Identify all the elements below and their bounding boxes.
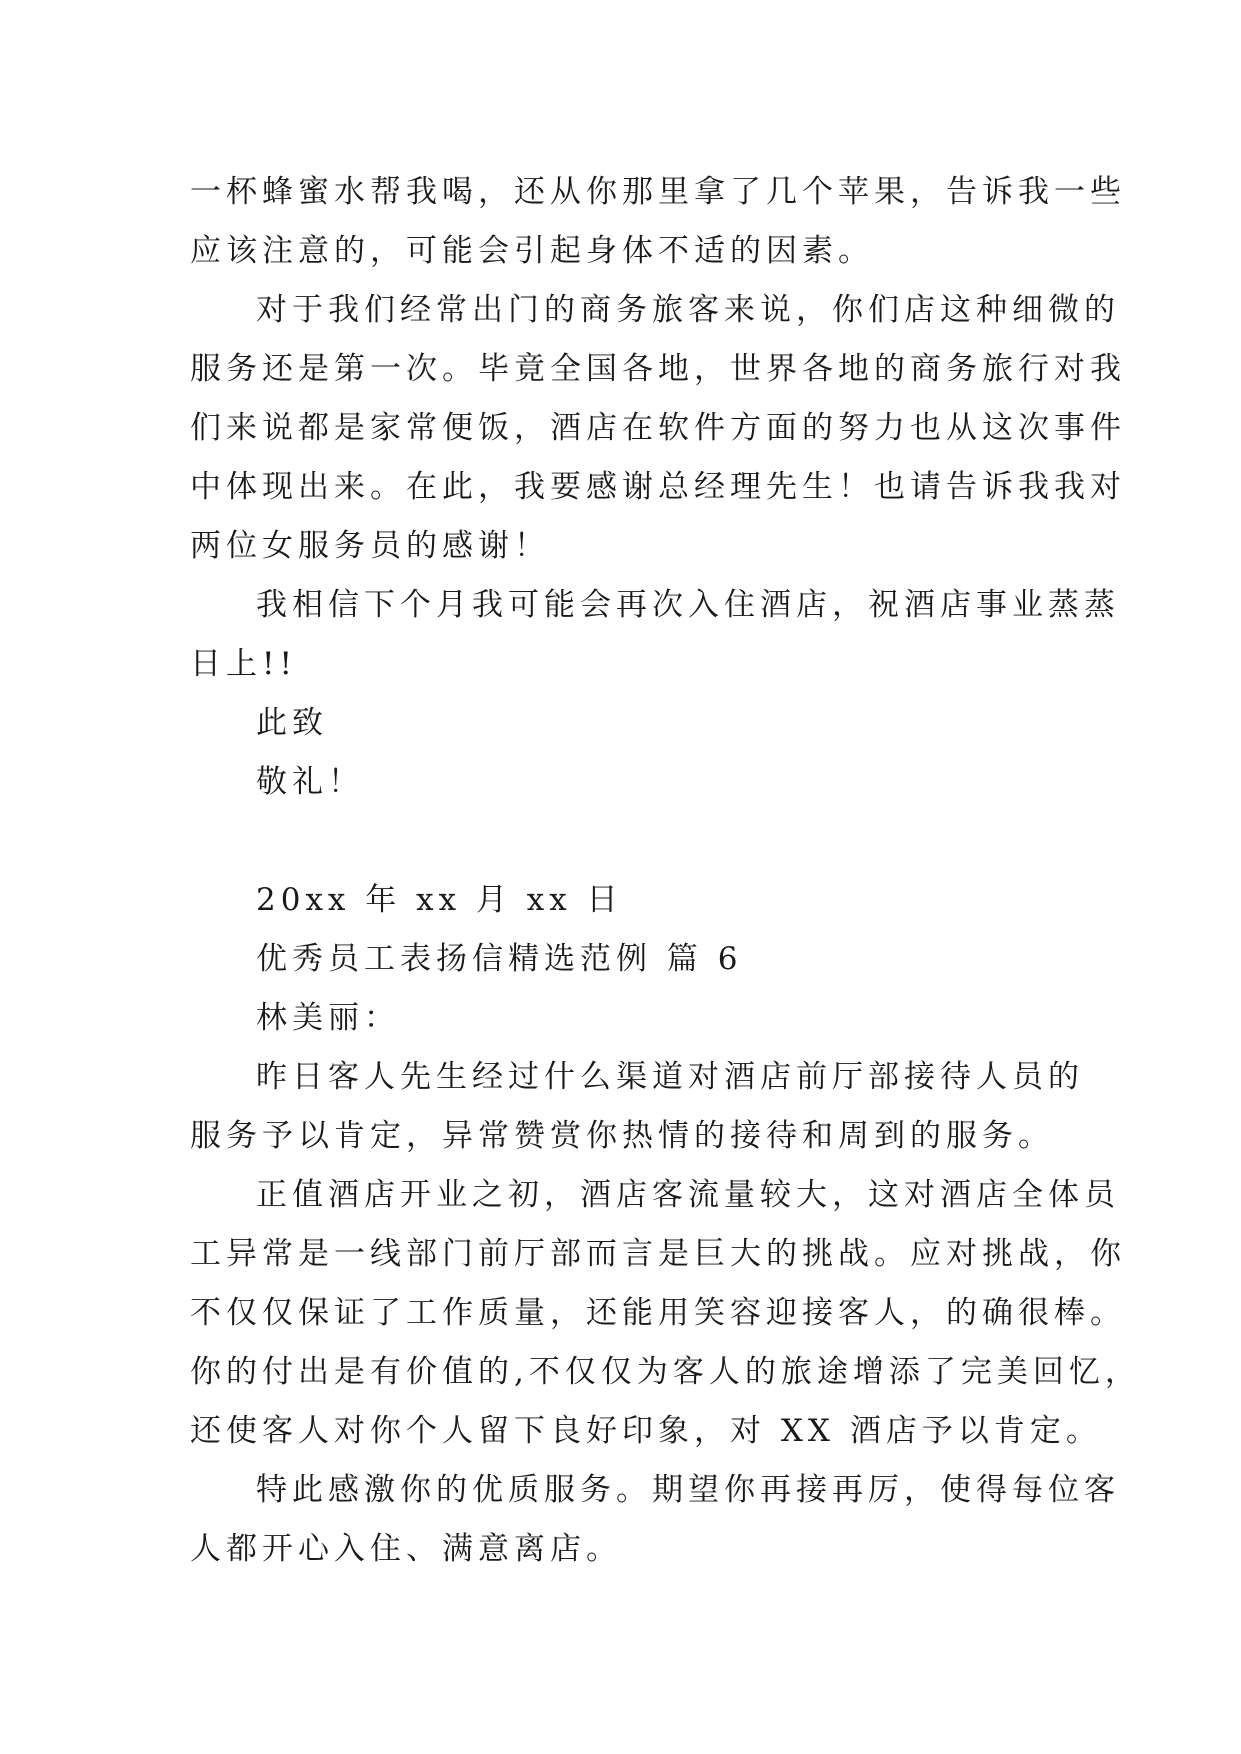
text-line: 工异常是一线部门前厅部而言是巨大的挑战。应对挑战，你 bbox=[190, 1236, 1126, 1272]
text-line: 你的付出是有价值的,不仅仅为客人的旅途增添了完美回忆， bbox=[190, 1354, 1141, 1390]
text-line: 一杯蜂蜜水帮我喝，还从你那里拿了几个苹果，告诉我一些 bbox=[190, 174, 1126, 210]
letter-date: 20xx 年 xx 月 xx 日 bbox=[256, 882, 623, 918]
closing-salutation: 此致 bbox=[256, 705, 328, 741]
text-line: 对于我们经常出门的商务旅客来说，你们店这种细微的 bbox=[256, 292, 1120, 328]
text-line: 们来说都是家常便饭，酒店在软件方面的努力也从这次事件 bbox=[190, 410, 1126, 446]
text-line: 特此感激你的优质服务。期望你再接再厉，使得每位客 bbox=[256, 1472, 1120, 1508]
recipient-name: 林美丽： bbox=[256, 1000, 400, 1036]
text-line: 人都开心入住、满意离店。 bbox=[190, 1531, 622, 1567]
text-line: 还使客人对你个人留下良好印象，对 XX 酒店予以肯定。 bbox=[190, 1413, 1102, 1449]
closing-regards: 敬礼！ bbox=[256, 764, 364, 800]
document-body bbox=[190, 163, 1141, 1579]
section-heading: 优秀员工表扬信精选范例 篇 6 bbox=[256, 941, 743, 977]
text-line: 两位女服务员的感谢！ bbox=[190, 528, 550, 564]
text-line: 日上!! bbox=[190, 646, 297, 682]
text-line: 正值酒店开业之初，酒店客流量较大，这对酒店全体员 bbox=[256, 1177, 1120, 1213]
text-line: 不仅仅保证了工作质量，还能用笑容迎接客人，的确很棒。 bbox=[190, 1295, 1126, 1331]
text-line: 服务还是第一次。毕竟全国各地，世界各地的商务旅行对我 bbox=[190, 351, 1126, 387]
text-line: 中体现出来。在此，我要感谢总经理先生！也请告诉我我对 bbox=[190, 469, 1126, 505]
text-line: 应该注意的，可能会引起身体不适的因素。 bbox=[190, 233, 874, 269]
text-line: 服务予以肯定，异常赞赏你热情的接待和周到的服务。 bbox=[190, 1118, 1054, 1154]
blank-line bbox=[190, 812, 1050, 871]
text-line: 昨日客人先生经过什么渠道对酒店前厅部接待人员的 bbox=[256, 1059, 1084, 1095]
text-line: 我相信下个月我可能会再次入住酒店，祝酒店事业蒸蒸 bbox=[256, 587, 1120, 623]
